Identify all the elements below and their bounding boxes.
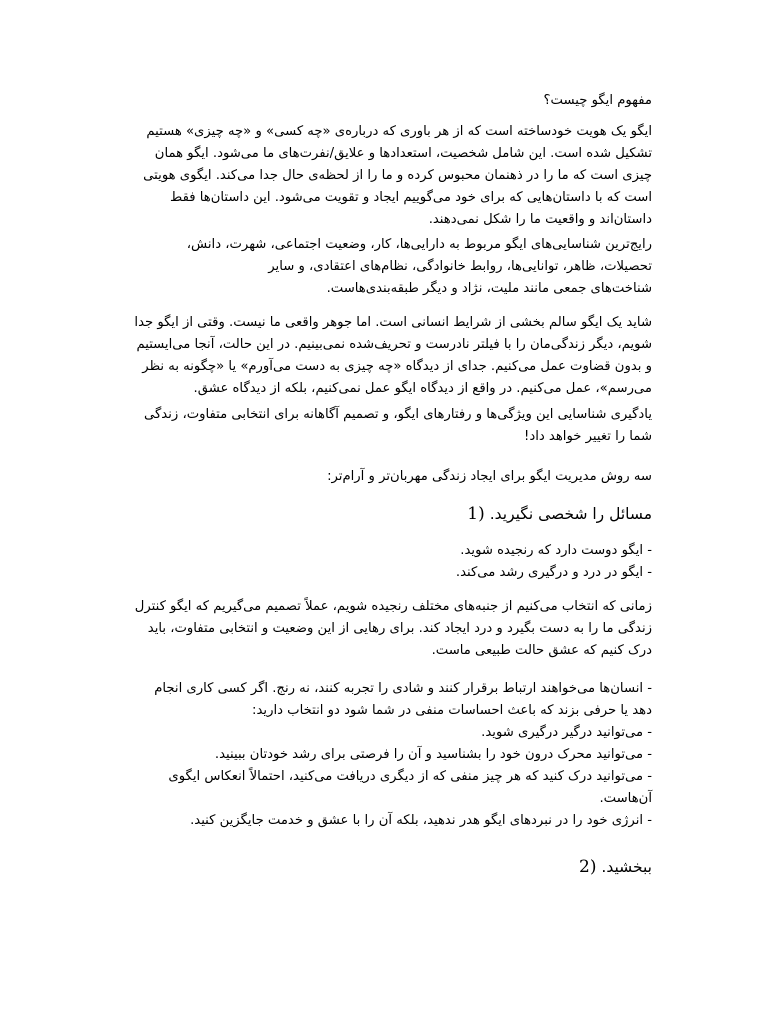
paragraph-ego-identifications: رایج‌ترین شناسایی‌های ایگو مربوط به دارایی‌ها، کار، وضعیت اجتماعی، شهرت، دانش، تحصیلات، ظاهر، توانایی‌ها، روابط خانوادگی، نظام‌های اعتقادی، و سایر شناخت‌های جمعی مانند ملیت، نژاد و دیگر طبقه‌بندی‌هاست. — [186, 237, 652, 296]
section-heading-1 — [112, 503, 652, 525]
section-heading-2 — [112, 856, 652, 878]
list-item: - می‌توانید درگیر درگیری شوید. — [481, 725, 652, 740]
paragraph-healthy-ego: شاید یک ایگو سالم بخشی از شرایط انسانی است. اما جوهر واقعی ما نیست. وقتی از ایگو جدا شویم، دیگر زندگی‌مان را با فیلتر نادرست و تحریف‌شده نمی‌بینیم. در این حالت، آنجا می‌ایستیم و بدون قضاوت عمل می‌کنیم. جدای از دیدگاه «چه چیزی به دست می‌آورم» یا «چگونه به نظر می‌رسم»، عمل می‌کنیم. در واقع از دیدگاه ایگو عمل نمی‌کنیم، بلکه از دیدگاه عشق. — [134, 315, 652, 396]
list-item: - می‌توانید درک کنید که هر چیز منفی که از دیگری دریافت می‌کنید، احتمالاً انعکاس ایگوی — [168, 769, 652, 784]
section-1-text: مسائل را شخصی نگیرید. — [489, 505, 652, 523]
list-item: - ایگو دوست دارد که رنجیده شوید. — [460, 543, 652, 558]
paragraph-learning: یادگیری شناسایی این ویژگی‌ها و رفتارهای ایگو، و تصمیم آگاهانه برای انتخابی متفاوت، زندگی شما را تغییر خواهد داد! — [144, 407, 652, 444]
doc-title: مفهوم ایگو چیست؟ — [543, 93, 652, 108]
paragraph-ego-definition: ایگو یک هویت خودساخته است که از هر باوری که درباره‌ی «چه کسی» و «چه چیزی» هستیم تشکیل شده است. این شامل شخصیت، استعدادها و علایق/نفرت‌های ما می‌شود. ایگو همان چیزی است که ما را در ذهنمان محبوس کرده و ما را از لحظه‌ی حال جدا می‌کند. ایگوی هویتی است که با داستان‌هایی که برای خود می‌گوییم ایجاد و تقویت می‌شود. این داستان‌ها فقط داستان‌اند و واقعیت ما را شکل نمی‌دهند. — [143, 124, 652, 227]
paragraph-choosing-offense: زمانی که انتخاب می‌کنیم از جنبه‌های مختلف رنجیده شویم، عملاً تصمیم می‌گیریم که ایگو کنترل زندگی ما را به دست بگیرد و درد ایجاد کند. برای رهایی از این وضعیت و انتخابی متفاوت، باید درک کنیم که عشق حالت طبیعی ماست. — [134, 599, 652, 658]
list-item: - انرژی خود را در نبردهای ایگو هدر ندهید، بلکه آن را با عشق و خدمت جایگزین کنید. — [190, 813, 652, 828]
bullet-list-1 — [112, 540, 652, 584]
paragraph-three-methods: سه روش مدیریت ایگو برای ایجاد زندگی مهربان‌تر و آرام‌تر: — [327, 469, 652, 484]
section-2-text: ببخشید. — [601, 858, 652, 876]
list-item: - می‌توانید محرک درون خود را بشناسید و آن را فرصتی برای رشد خودتان ببینید. — [214, 747, 652, 762]
section-1-number: 1) — [467, 504, 485, 524]
paragraph-two-choices: - انسان‌ها می‌خواهند ارتباط برقرار کنند و شادی را تجربه کنند، نه رنج. اگر کسی کاری انجام دهد یا حرفی بزند که باعث احساسات منفی در شما شود دو انتخاب دارید: - می‌توانید درگیر درگیری شوید. - می‌توانید محرک درون خود را بشناسید و آن را فرصتی برای رشد خودتان ببینید. - می‌توانید درک کنید که هر چیز منفی که از دیگری دریافت می‌کنید، احتمالاً انعکاس ایگوی آن‌هاست. - انرژی خود را در نبردهای ایگو هدر ندهید، بلکه آن را با عشق و خدمت جایگزین کنید. — [112, 678, 652, 832]
list-item: - ایگو در درد و درگیری رشد می‌کند. — [455, 565, 652, 580]
section-2-number: 2) — [579, 857, 597, 877]
